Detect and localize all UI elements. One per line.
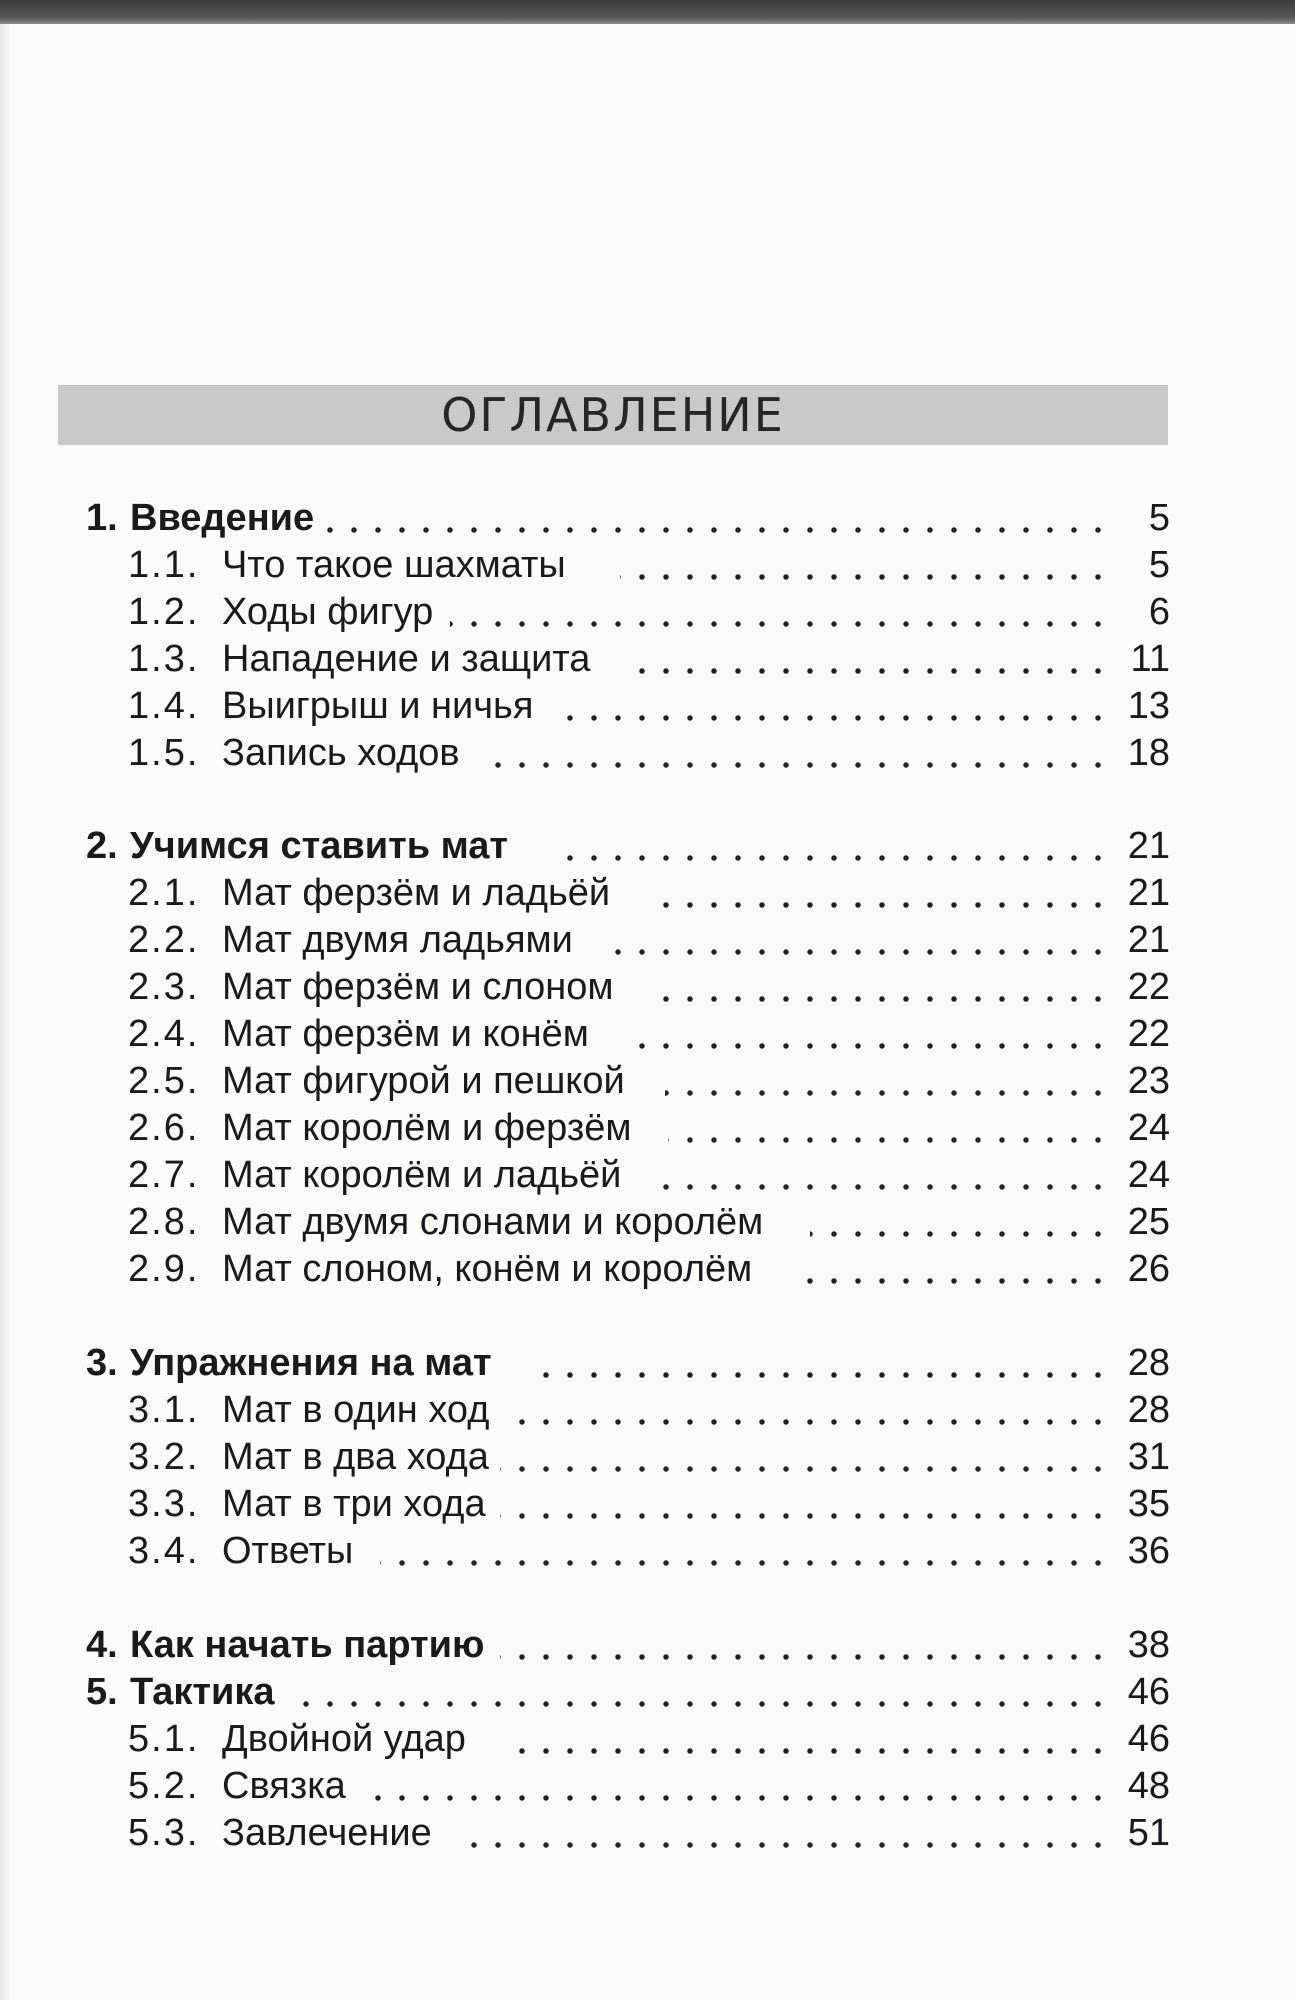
entry-number: 2.4.: [128, 1013, 200, 1055]
toc-entry[interactable]: [0, 1386, 1295, 1434]
toc-entry[interactable]: [0, 1010, 1295, 1058]
toc-entry[interactable]: [0, 1151, 1295, 1199]
dot-leader: [560, 682, 1110, 730]
toc-entry[interactable]: [0, 1621, 1295, 1669]
dot-leader: [500, 1621, 1110, 1669]
entry-page: 23: [1127, 1060, 1170, 1102]
entry-number: 1.5.: [128, 732, 200, 774]
toc-entry[interactable]: [0, 916, 1295, 964]
dot-leader: [560, 822, 1110, 870]
dot-leader: [810, 1198, 1110, 1246]
dot-leader: [485, 729, 1110, 777]
toc-entry[interactable]: [0, 682, 1295, 730]
toc-entry[interactable]: [0, 541, 1295, 589]
entry-title: Введение: [130, 497, 315, 539]
entry-number: 2.9.: [128, 1248, 200, 1290]
toc-entry[interactable]: [0, 635, 1295, 683]
toc-entry[interactable]: [0, 1809, 1295, 1857]
dot-leader: [630, 1010, 1110, 1058]
entry-number: 2.1.: [128, 872, 200, 914]
entry-title: Мат слоном, конём и королём: [222, 1248, 753, 1290]
dot-leader: [620, 541, 1110, 589]
dot-leader: [290, 1668, 1110, 1716]
entry-number: 2.6.: [128, 1107, 200, 1149]
entry-title: Нападение и защита: [222, 638, 591, 680]
entry-page: 48: [1127, 1765, 1170, 1807]
entry-number: 1.: [86, 497, 118, 539]
entry-page: 31: [1127, 1436, 1170, 1478]
entry-title: Ответы: [222, 1530, 354, 1572]
entry-number: 1.1.: [128, 544, 200, 586]
entry-number: 4.: [86, 1624, 118, 1666]
entry-title: Завлечение: [222, 1812, 432, 1854]
entry-number: 2.7.: [128, 1154, 200, 1196]
entry-page: 18: [1127, 732, 1170, 774]
entry-number: 1.2.: [128, 591, 200, 633]
entry-page: 25: [1127, 1201, 1170, 1243]
toc-entry[interactable]: [0, 1480, 1295, 1528]
dot-leader: [375, 1762, 1110, 1810]
entry-number: 5.3.: [128, 1812, 200, 1854]
entry-page: 35: [1127, 1483, 1170, 1525]
entry-title: Что такое шахматы: [222, 544, 566, 586]
entry-number: 2.2.: [128, 919, 200, 961]
entry-title: Связка: [222, 1765, 346, 1807]
entry-title: Выигрыш и ничья: [222, 685, 534, 727]
entry-number: 5.: [86, 1671, 118, 1713]
entry-title: Мат в три хода: [222, 1483, 486, 1525]
entry-page: 28: [1127, 1389, 1170, 1431]
entry-number: 2.5.: [128, 1060, 200, 1102]
entry-number: 1.4.: [128, 685, 200, 727]
toc-entry[interactable]: [0, 1762, 1295, 1810]
entry-number: 3.: [86, 1342, 118, 1384]
toc-entry[interactable]: [0, 1715, 1295, 1763]
entry-page: 5: [1148, 544, 1170, 586]
toc-title: ОГЛАВЛЕНИЕ: [441, 388, 785, 442]
entry-page: 22: [1127, 1013, 1170, 1055]
entry-number: 2.3.: [128, 966, 200, 1008]
entry-page: 11: [1130, 638, 1170, 680]
entry-number: 2.8.: [128, 1201, 200, 1243]
toc-entry[interactable]: [0, 1245, 1295, 1293]
dot-leader: [615, 916, 1110, 964]
entry-page: 38: [1127, 1624, 1170, 1666]
entry-title: Мат в два хода: [222, 1436, 489, 1478]
toc-entry[interactable]: [0, 1057, 1295, 1105]
entry-page: 21: [1127, 919, 1170, 961]
toc-entry[interactable]: [0, 963, 1295, 1011]
dot-leader: [450, 588, 1110, 636]
dot-leader: [668, 1104, 1110, 1152]
dot-leader: [665, 1057, 1110, 1105]
entry-number: 2.: [86, 825, 118, 867]
entry-title: Как начать партию: [130, 1624, 485, 1666]
dot-leader: [500, 1433, 1110, 1481]
entry-page: 13: [1127, 685, 1170, 727]
entry-title: Мат королём и ладьёй: [222, 1154, 622, 1196]
dot-leader: [324, 494, 1110, 542]
entry-title: Тактика: [130, 1671, 275, 1713]
dot-leader: [515, 1386, 1110, 1434]
entry-page: 28: [1127, 1342, 1170, 1384]
toc-entry[interactable]: [0, 588, 1295, 636]
toc-entry[interactable]: [0, 1433, 1295, 1481]
dot-leader: [500, 1480, 1110, 1528]
entry-number: 1.3.: [128, 638, 200, 680]
toc-entry[interactable]: [0, 1198, 1295, 1246]
entry-page: 51: [1127, 1812, 1170, 1854]
dot-leader: [660, 963, 1110, 1011]
dot-leader: [790, 1245, 1110, 1293]
entry-title: Мат фигурой и пешкой: [222, 1060, 625, 1102]
entry-number: 3.3.: [128, 1483, 200, 1525]
dot-leader: [380, 1527, 1110, 1575]
entry-page: 21: [1127, 825, 1170, 867]
entry-page: 6: [1148, 591, 1170, 633]
entry-title: Мат ферзём и конём: [222, 1013, 589, 1055]
entry-number: 5.2.: [128, 1765, 200, 1807]
entry-number: 3.4.: [128, 1530, 200, 1572]
entry-number: 3.1.: [128, 1389, 200, 1431]
dot-leader: [505, 1715, 1110, 1763]
entry-title: Учимся ставить мат: [130, 825, 509, 867]
entry-title: Двойной удар: [222, 1718, 466, 1760]
toc-entry[interactable]: [0, 729, 1295, 777]
dot-leader: [655, 1151, 1110, 1199]
entry-title: Мат двумя слонами и королём: [222, 1201, 764, 1243]
toc-entry[interactable]: [0, 1668, 1295, 1716]
entry-page: 26: [1127, 1248, 1170, 1290]
entry-page: 22: [1127, 966, 1170, 1008]
entry-title: Мат королём и ферзём: [222, 1107, 632, 1149]
toc-entry[interactable]: [0, 822, 1295, 870]
entry-page: 24: [1127, 1154, 1170, 1196]
entry-page: 5: [1148, 497, 1170, 539]
dot-leader: [540, 1339, 1110, 1387]
dot-leader: [460, 1809, 1110, 1857]
entry-page: 24: [1127, 1107, 1170, 1149]
entry-page: 46: [1127, 1671, 1170, 1713]
toc-entry[interactable]: [0, 1339, 1295, 1387]
toc-entry[interactable]: [0, 1104, 1295, 1152]
entry-title: Мат ферзём и ладьёй: [222, 872, 611, 914]
entry-title: Мат ферзём и слоном: [222, 966, 614, 1008]
entry-title: Упражнения на мат: [130, 1342, 492, 1384]
entry-title: Ходы фигур: [222, 591, 434, 633]
toc-entry[interactable]: [0, 494, 1295, 542]
entry-page: 36: [1127, 1530, 1170, 1572]
entry-page: 21: [1127, 872, 1170, 914]
dot-leader: [650, 869, 1110, 917]
entry-title: Мат в один ход: [222, 1389, 490, 1431]
toc-entry[interactable]: [0, 869, 1295, 917]
entry-title: Запись ходов: [222, 732, 460, 774]
entry-title: Мат двумя ладьями: [222, 919, 573, 961]
toc-entry[interactable]: [0, 1527, 1295, 1575]
entry-number: 3.2.: [128, 1436, 200, 1478]
dot-leader: [622, 635, 1110, 683]
entry-number: 5.1.: [128, 1718, 200, 1760]
entry-page: 46: [1127, 1718, 1170, 1760]
